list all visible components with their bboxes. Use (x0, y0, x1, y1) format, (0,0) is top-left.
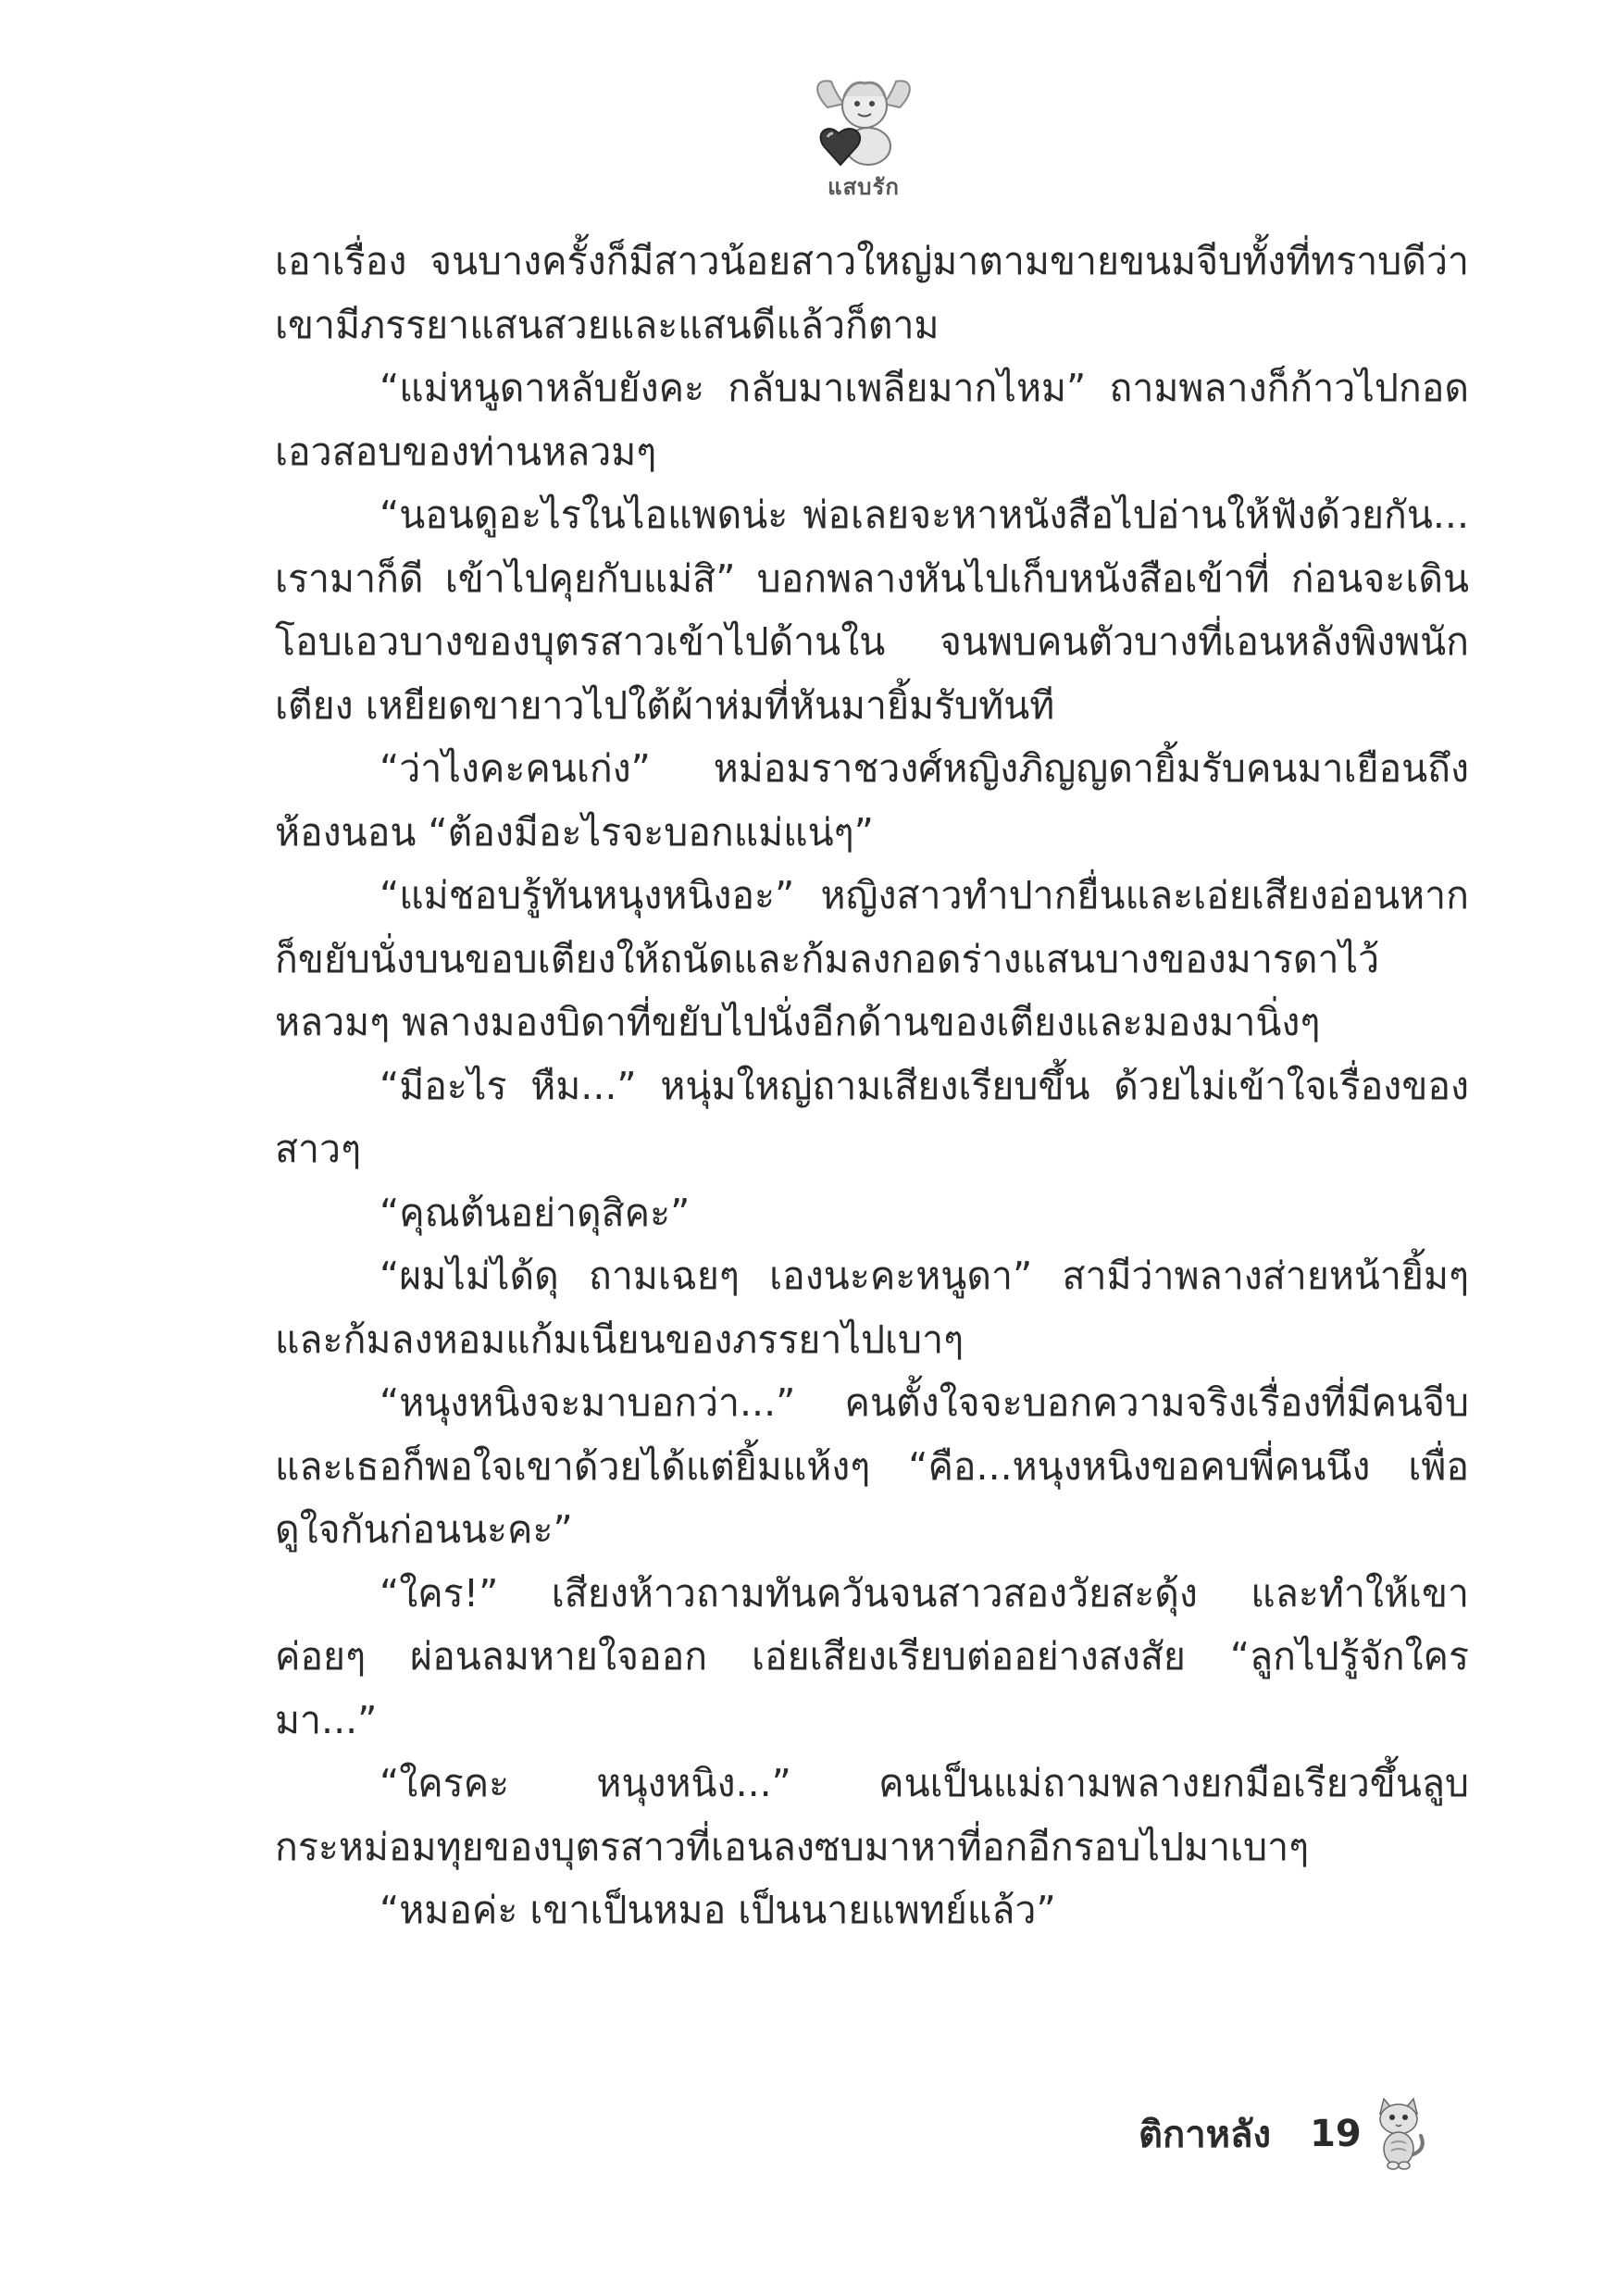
logo-text: แสบรัก (828, 174, 900, 200)
paragraph-9: “หนุงหนิงจะมาบอกว่า...” คนตั้งใจจะบอกความจริงเรื่องที่มีคนจีบและเธอก็พอใจเขาด้วยได้แต่ยิ้มแห้งๆ “คือ...หนุงหนิงขอคบพี่คนนึง เพื่อดูใจกันก่อนนะคะ” (275, 1380, 1469, 1552)
header-logo (807, 72, 920, 202)
paragraph-3: “นอนดูอะไรในไอแพดน่ะ พ่อเลยจะหาหนังสือไปอ่านให้ฟังด้วยกัน... เรามาก็ดี เข้าไปคุยกับแม่สิ” บอกพลางหันไปเก็บหนังสือเข้าที่ ก่อนจะเดินโอบเอวบางของบุตรสาวเข้าไปด้านใน จนพบคนตัวบางที่เอนหลังพิงพนักเตียง เหยียดขายาวไปใต้ผ้าห่มที่หันมายิ้มรับทันที (275, 493, 1469, 728)
paragraph-8: “ผมไม่ได้ดุ ถามเฉยๆ เองนะคะหนูดา” สามีว่าพลางส่ายหน้ายิ้มๆ และก้มลงหอมแก้มเนียนของภรรยาไปเบาๆ (275, 1254, 1469, 1362)
book-title: ติกาหลัง (1139, 2114, 1272, 2156)
paragraph-2: “แม่หนูดาหลับยังคะ กลับมาเพลียมากไหม” ถามพลางก็ก้าวไปกอดเอวสอบของท่านหลวมๆ (275, 366, 1469, 474)
cat-icon (1371, 2097, 1426, 2171)
cupid-heart-icon (807, 72, 920, 174)
paragraph-12: “หมอค่ะ เขาเป็นหมอ เป็นนายแพทย์แล้ว” (380, 1888, 1056, 1932)
page-number: 19 (1310, 2113, 1362, 2155)
paragraph-7: “คุณต้นอย่าดุสิคะ” (380, 1190, 691, 1235)
paragraph-5: “แม่ชอบรู้ทันหนุงหนิงอะ” หญิงสาวทำปากยื่นและเอ่ยเสียงอ่อนหากก็ขยับนั่งบนขอบเตียงให้ถนัดและก้มลงกอดร่างแสนบางของมารดาไว้หลวมๆ พลางมองบิดาที่ขยับไปนั่งอีกด้านของเตียงและมองมานิ่งๆ (275, 873, 1469, 1044)
page-footer (1139, 2097, 1426, 2171)
paragraph-6: “มีอะไร หืม...” หนุ่มใหญ่ถามเสียงเรียบขึ้น ด้วยไม่เข้าใจเรื่องของสาวๆ (275, 1063, 1469, 1171)
paragraph-11: “ใครคะ หนุงหนิง...” คนเป็นแม่ถามพลางยกมือเรียวขึ้นลูบกระหม่อมทุยของบุตรสาวที่เอนลงซบมาหาที่อกอีกรอบไปมาเบาๆ (275, 1761, 1469, 1869)
paragraph-4: “ว่าไงคะคนเก่ง” หม่อมราชวงศ์หญิงภิญญดายิ้มรับคนมาเยือนถึงห้องนอน “ต้องมีอะไรจะบอกแม่แน่ๆ” (275, 746, 1469, 855)
body-text (275, 230, 1469, 1942)
paragraph-1: เอาเรื่อง จนบางครั้งก็มีสาวน้อยสาวใหญ่มาตามขายขนมจีบทั้งที่ทราบดีว่าเขามีภรรยาแสนสวยและแสนดีแล้วก็ตาม (275, 239, 1469, 347)
paragraph-10: “ใคร!” เสียงห้าวถามทันควันจนสาวสองวัยสะดุ้ง และทำให้เขาค่อยๆ ผ่อนลมหายใจออก เอ่ยเสียงเรียบต่ออย่างสงสัย “ลูกไปรู้จักใครมา...” (275, 1570, 1469, 1742)
